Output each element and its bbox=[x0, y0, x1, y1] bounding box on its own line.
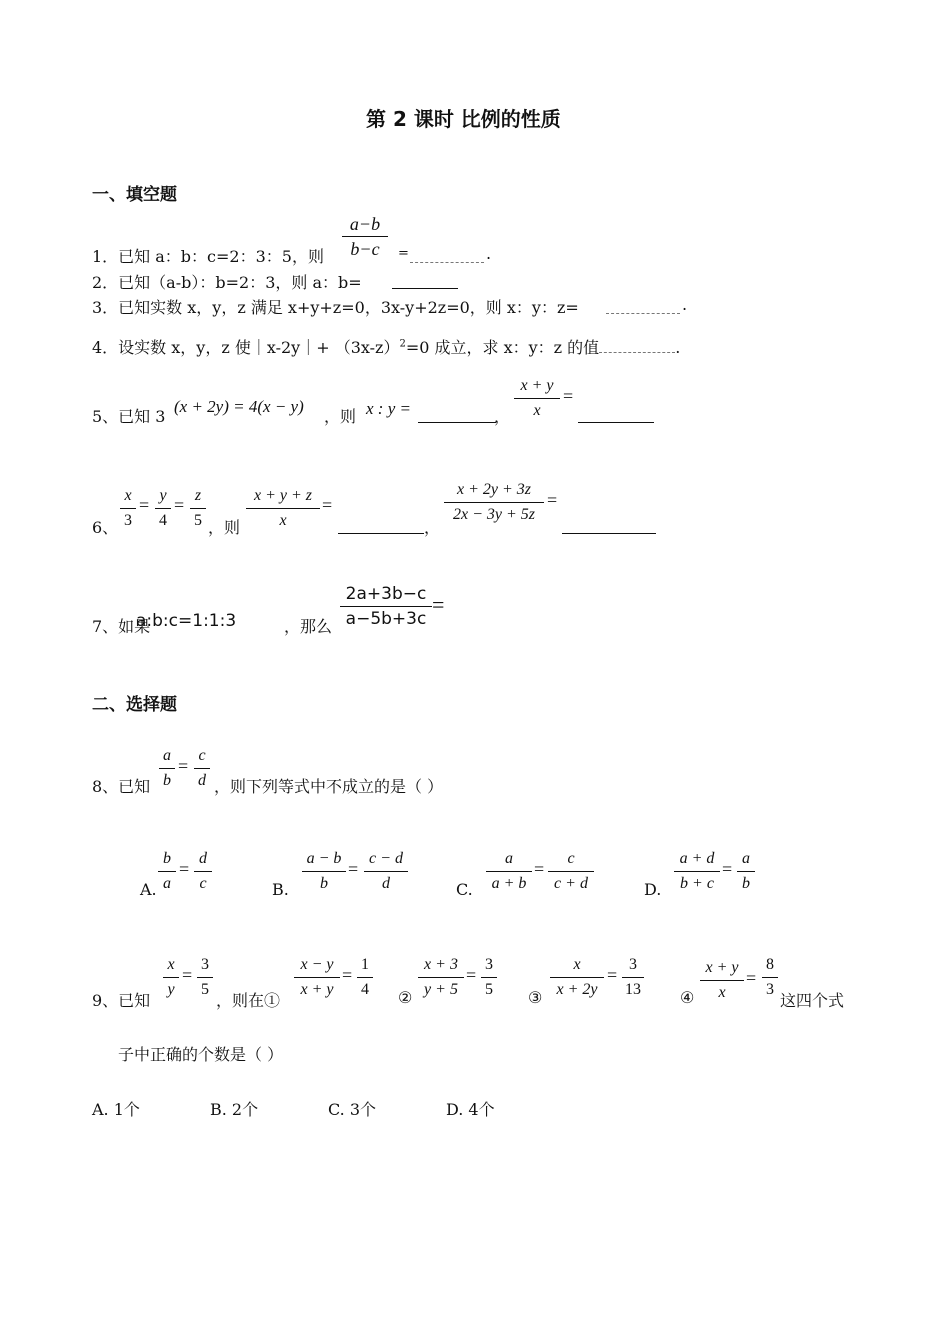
q6-comma: ， bbox=[424, 518, 441, 537]
q9-given-right: 3 5 bbox=[197, 955, 213, 1000]
q7-fraction: 2a+3b−c a−5b+3c bbox=[340, 584, 432, 629]
question-6-lead: 6、 bbox=[92, 518, 119, 537]
q9-marker-2: ② bbox=[398, 988, 413, 1007]
q5-equation: (x + 2y) = 4(x − y) bbox=[174, 397, 304, 416]
question-9-lead: 9、已知 bbox=[92, 991, 151, 1010]
q6-frac-y4: y 4 bbox=[155, 486, 171, 531]
q3-text: 3．已知实数 x，y，z 满足 x+y+z=0，3x-y+2z=0，则 x：y：z= bbox=[92, 298, 579, 317]
q4-answer-blank[interactable] bbox=[599, 334, 675, 353]
q9-expr-3-left: x x + 2y bbox=[550, 955, 604, 1000]
section-heading-multiple-choice: 二、选择题 bbox=[92, 695, 177, 715]
q5-blank-2[interactable] bbox=[578, 404, 654, 427]
q9-expr-1-right: 1 4 bbox=[357, 955, 373, 1000]
q6-fraction-2: x + 2y + 3z 2x − 3y + 5z bbox=[444, 480, 544, 525]
q8-option-d-left: a + d b + c bbox=[674, 849, 720, 894]
q9-choice-a[interactable]: A. 1个 bbox=[92, 1100, 140, 1119]
q7-equals: = bbox=[432, 592, 445, 617]
q8-option-c-right: c c + d bbox=[548, 849, 594, 894]
q8-stem: ，则下列等式中不成立的是（ ） bbox=[214, 777, 444, 796]
q7-then: ，那么 bbox=[284, 617, 333, 636]
q3-period: . bbox=[682, 295, 688, 314]
q4-text: 4．设实数 x，y，z 使｜x-2y｜+ （3x-z） bbox=[92, 338, 400, 357]
q8-option-c-left: a a + b bbox=[486, 849, 532, 894]
q5-frac-num: x + y bbox=[520, 377, 554, 394]
q9-expr-3-right: 3 13 bbox=[622, 955, 644, 1000]
question-1 bbox=[92, 244, 324, 267]
q8-given-right: c d bbox=[194, 746, 210, 791]
question-4 bbox=[92, 334, 680, 358]
q9-marker-3: ③ bbox=[528, 988, 543, 1007]
q8-option-a-left: b a bbox=[158, 849, 176, 894]
q9-given-left: x y bbox=[163, 955, 179, 1000]
section-heading-fill-in: 一、填空题 bbox=[92, 185, 177, 205]
q9-stem-line2: 子中正确的个数是（ ） bbox=[118, 1045, 284, 1064]
q1-answer-blank[interactable] bbox=[410, 244, 484, 267]
q4-period: . bbox=[675, 338, 681, 357]
q1-equals: = bbox=[398, 246, 409, 261]
q9-then: ，则在① bbox=[216, 991, 281, 1010]
q5-frac-den: x bbox=[533, 402, 541, 419]
q9-expr-1-left: x − y x + y bbox=[294, 955, 340, 1000]
q6-blank-1[interactable] bbox=[338, 515, 424, 538]
q2-answer-blank[interactable] bbox=[392, 270, 458, 293]
q9-tail: 这四个式 bbox=[780, 991, 845, 1010]
q1-fraction bbox=[342, 214, 388, 259]
q5-ratio: x : y = bbox=[366, 399, 411, 418]
q9-expr-2-right: 3 5 bbox=[481, 955, 497, 1000]
q8-option-b-label[interactable]: B. bbox=[272, 880, 289, 899]
q5-then: ，则 bbox=[324, 407, 357, 426]
q9-expr-2-left: x + 3 y + 5 bbox=[418, 955, 464, 1000]
q8-option-d-label[interactable]: D. bbox=[644, 880, 662, 899]
q5-blank-1[interactable] bbox=[418, 404, 496, 427]
q5-comma: ， bbox=[494, 407, 511, 426]
q8-given-left: a b bbox=[159, 746, 175, 791]
q1-period: . bbox=[486, 244, 492, 263]
q6-frac-x3: x 3 bbox=[120, 486, 136, 531]
q9-expr-4-left: x + y x bbox=[700, 958, 744, 1003]
question-2 bbox=[92, 270, 362, 293]
q4-tail: =0 成立，求 x：y：z 的值 bbox=[405, 338, 600, 357]
q8-option-c-label[interactable]: C. bbox=[456, 880, 473, 899]
question-5-lead: 5、已知 3 bbox=[92, 407, 166, 426]
q6-then: ，则 bbox=[208, 518, 241, 537]
q9-choice-c[interactable]: C. 3个 bbox=[328, 1100, 377, 1119]
q2-text: 2．已知（a-b）：b=2：3，则 a：b= bbox=[92, 273, 362, 292]
q9-marker-4: ④ bbox=[680, 988, 695, 1007]
q1-frac-num: a−b bbox=[349, 214, 381, 234]
q8-option-d-right: a b bbox=[737, 849, 755, 894]
question-7-lead: 7、如果 bbox=[92, 617, 151, 636]
q8-option-b-left: a − b b bbox=[302, 849, 346, 894]
q9-choice-b[interactable]: B. 2个 bbox=[210, 1100, 259, 1119]
q1-frac-den: b−c bbox=[350, 239, 380, 259]
q9-expr-4-right: 8 3 bbox=[762, 955, 778, 1000]
question-3 bbox=[92, 295, 579, 318]
q8-option-a-label[interactable]: A. bbox=[140, 880, 157, 899]
q5-equals: = bbox=[563, 386, 574, 406]
q6-fraction-1: x + y + z x bbox=[246, 486, 320, 531]
q8-option-a-right: d c bbox=[194, 849, 212, 894]
q4-exponent: 2 bbox=[399, 338, 406, 350]
q6-frac-z5: z 5 bbox=[190, 486, 206, 531]
q5-fraction bbox=[514, 376, 560, 421]
q1-text: 1．已知 a：b：c=2：3：5，则 bbox=[92, 247, 324, 266]
page-title: 第 2 课时 比例的性质 bbox=[366, 107, 561, 131]
q9-choice-d[interactable]: D. 4个 bbox=[446, 1100, 495, 1119]
q8-option-b-right: c − d d bbox=[364, 849, 408, 894]
question-8-lead: 8、已知 bbox=[92, 777, 151, 796]
q6-blank-2[interactable] bbox=[562, 515, 656, 538]
q7-ratio: a:b:c=1:1:3 bbox=[136, 611, 237, 631]
q3-answer-blank[interactable] bbox=[606, 295, 680, 318]
